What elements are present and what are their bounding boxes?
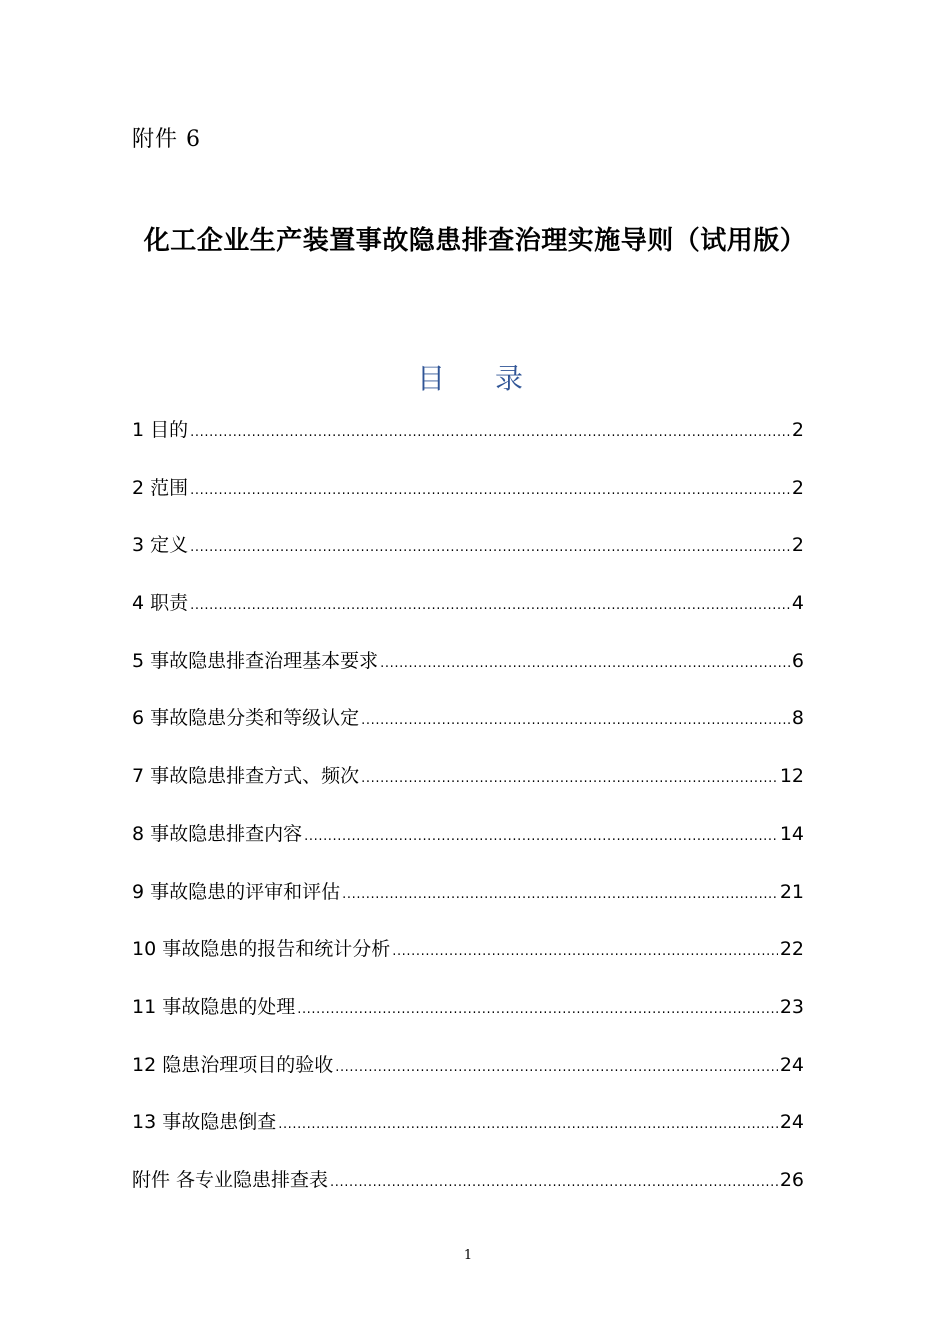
toc-entry-page: 26: [779, 1168, 804, 1191]
toc-entry-page: 8: [791, 707, 804, 730]
toc-entry-title: 2 范围: [132, 476, 189, 499]
toc-entry-page: 14: [779, 822, 804, 845]
toc-entry[interactable]: [132, 933, 804, 991]
toc-entry-page: 22: [779, 938, 804, 961]
toc-entry[interactable]: [132, 818, 804, 876]
document-title: 化工企业生产装置事故隐患排查治理实施导则（试用版）: [143, 226, 807, 256]
toc-entry-page: 21: [779, 880, 804, 903]
toc-entry[interactable]: [132, 645, 804, 703]
toc-entry-title: 10 事故隐患的报告和统计分析: [132, 938, 391, 961]
toc-entry-page: 6: [791, 649, 804, 672]
toc-dot-leader: [361, 705, 790, 737]
toc-entry[interactable]: [132, 760, 804, 818]
toc-entry[interactable]: [132, 991, 804, 1049]
toc-dot-leader: [380, 648, 790, 680]
toc-entry-title: 8 事故隐患排查内容: [132, 822, 303, 845]
toc-entry-title: 3 定义: [132, 534, 189, 557]
toc-entry[interactable]: [132, 1164, 804, 1222]
toc-entry-title: 9 事故隐患的评审和评估: [132, 880, 341, 903]
toc-heading: 目录: [416, 362, 573, 395]
toc-entry-title: 附件 各专业隐患排查表: [132, 1168, 329, 1191]
toc-entry[interactable]: [132, 472, 804, 530]
toc-entry-title: 12 隐患治理项目的验收: [132, 1053, 334, 1076]
toc-entry[interactable]: [132, 1049, 804, 1107]
attachment-label: 附件 6: [132, 127, 201, 152]
toc-entry-title: 4 职责: [132, 592, 189, 615]
toc-entry[interactable]: [132, 876, 804, 934]
toc-dot-leader: [190, 475, 790, 507]
toc-entry-title: 13 事故隐患倒查: [132, 1111, 277, 1134]
toc-dot-leader: [361, 763, 778, 795]
toc-entry-page: 24: [779, 1053, 804, 1076]
toc-entry[interactable]: [132, 529, 804, 587]
toc-dot-leader: [342, 879, 778, 911]
toc-entry-page: 24: [779, 1111, 804, 1134]
table-of-contents: [132, 414, 804, 1222]
toc-entry-page: 2: [791, 476, 804, 499]
toc-dot-leader: [330, 1167, 778, 1199]
toc-entry-title: 6 事故隐患分类和等级认定: [132, 707, 360, 730]
toc-dot-leader: [392, 936, 778, 968]
toc-entry[interactable]: [132, 414, 804, 472]
toc-entry-title: 1 目的: [132, 419, 189, 441]
page-number: 1: [463, 1248, 473, 1263]
toc-dot-leader: [304, 821, 778, 853]
toc-dot-leader: [190, 532, 790, 564]
toc-entry[interactable]: [132, 587, 804, 645]
toc-dot-leader: [190, 417, 790, 449]
toc-dot-leader: [335, 1052, 778, 1084]
toc-entry-page: 12: [779, 765, 804, 788]
toc-dot-leader: [278, 1109, 778, 1141]
toc-dot-leader: [297, 994, 778, 1026]
toc-dot-leader: [190, 590, 790, 622]
toc-entry-page: 23: [779, 995, 804, 1018]
toc-entry[interactable]: [132, 1106, 804, 1164]
toc-entry-title: 5 事故隐患排查治理基本要求: [132, 649, 379, 672]
toc-entry-page: 2: [791, 419, 804, 441]
toc-entry-page: 4: [791, 592, 804, 615]
toc-entry-title: 11 事故隐患的处理: [132, 995, 296, 1018]
toc-entry-title: 7 事故隐患排查方式、频次: [132, 765, 360, 788]
toc-entry[interactable]: [132, 702, 804, 760]
toc-entry-page: 2: [791, 534, 804, 557]
